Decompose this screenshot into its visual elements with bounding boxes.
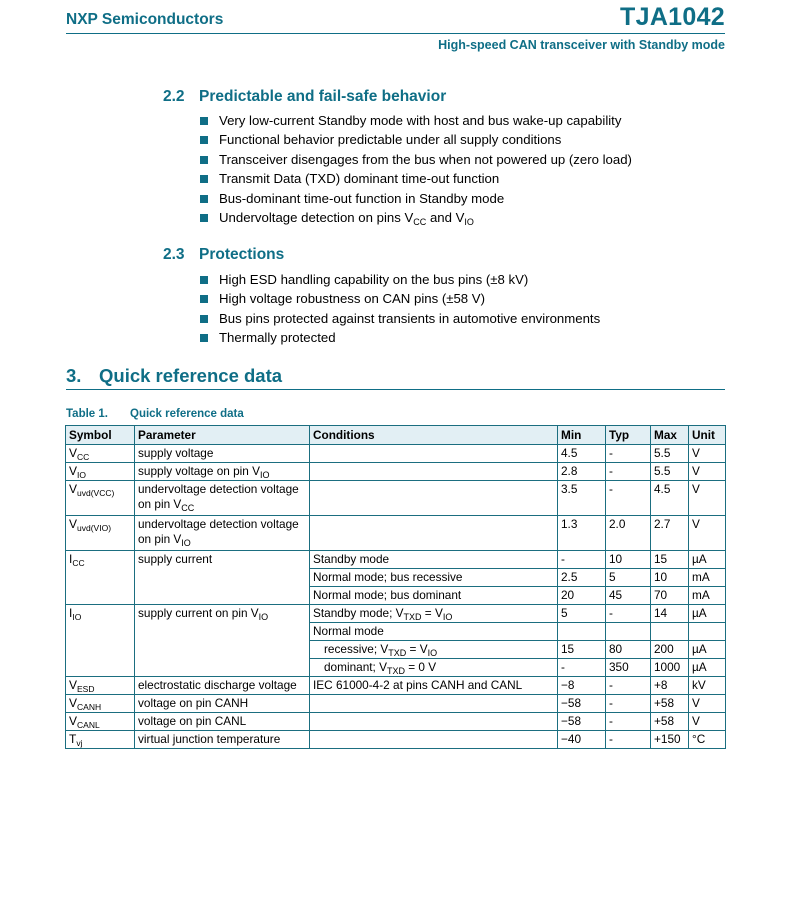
typ-cell: 350: [606, 659, 651, 677]
symbol-cell: $I_{IO}$: [66, 605, 135, 677]
min-cell: -: [558, 551, 606, 569]
typ-cell: -: [606, 677, 651, 695]
unit-cell: V: [689, 713, 726, 731]
symbol-cell: $I_{CC}$: [66, 551, 135, 605]
max-cell: 70: [651, 587, 689, 605]
column-header-symbol: Symbol: [66, 426, 135, 445]
parameter-cell: supply voltage on pin $V_{IO}$: [135, 463, 310, 481]
section-number: 2.3: [163, 246, 185, 263]
typ-cell: -: [606, 463, 651, 481]
table-row: [66, 551, 726, 569]
conditions-cell: [310, 481, 558, 516]
parameter-cell: voltage on pin CANH: [135, 695, 310, 713]
min-cell: 5: [558, 605, 606, 623]
section-title: Predictable and fail-safe behavior: [199, 88, 447, 105]
table-row: [66, 481, 726, 516]
min-cell: −58: [558, 695, 606, 713]
unit-cell: kV: [689, 677, 726, 695]
square-bullet-icon: [200, 175, 208, 183]
min-cell: 2.8: [558, 463, 606, 481]
parameter-cell: supply current on pin $V_{IO}$: [135, 605, 310, 677]
max-cell: 14: [651, 605, 689, 623]
min-cell: [558, 623, 606, 641]
square-bullet-icon: [200, 195, 208, 203]
symbol-cell: $V_{ESD}$: [66, 677, 135, 695]
min-cell: -: [558, 659, 606, 677]
min-cell: 1.3: [558, 516, 606, 551]
header-divider: [66, 33, 725, 34]
conditions-cell: recessive; $V_{TXD} = V_{IO}$: [310, 641, 558, 659]
max-cell: +150: [651, 731, 689, 749]
unit-cell: mA: [689, 569, 726, 587]
column-header-conditions: Conditions: [310, 426, 558, 445]
parameter-cell: undervoltage detection voltage on pin $V_{CC}$: [135, 481, 310, 516]
conditions-cell: [310, 695, 558, 713]
section-2-3-bullet-list: [200, 270, 600, 348]
quick-reference-table: [65, 425, 726, 749]
max-cell: 1000: [651, 659, 689, 677]
conditions-cell: dominant; $V_{TXD} = 0$ V: [310, 659, 558, 677]
max-cell: +58: [651, 695, 689, 713]
list-item: Functional behavior predictable under all supply conditions: [200, 130, 632, 149]
max-cell: 15: [651, 551, 689, 569]
symbol-cell: $T_{vj}$: [66, 731, 135, 749]
symbol-cell: $V_{uvd(VCC)}$: [66, 481, 135, 516]
typ-cell: [606, 623, 651, 641]
square-bullet-icon: [200, 117, 208, 125]
conditions-cell: Normal mode; bus recessive: [310, 569, 558, 587]
unit-cell: mA: [689, 587, 726, 605]
square-bullet-icon: [200, 156, 208, 164]
conditions-cell: [310, 516, 558, 551]
typ-cell: 45: [606, 587, 651, 605]
square-bullet-icon: [200, 334, 208, 342]
table-header-row: [66, 426, 726, 445]
max-cell: 2.7: [651, 516, 689, 551]
company-name: NXP Semiconductors: [66, 11, 224, 28]
unit-cell: V: [689, 481, 726, 516]
section-title: Quick reference data: [99, 365, 283, 386]
typ-cell: -: [606, 731, 651, 749]
document-subtitle: High-speed CAN transceiver with Standby mode: [438, 38, 725, 52]
parameter-cell: supply voltage: [135, 445, 310, 463]
section-divider: [66, 389, 725, 390]
conditions-cell: Standby mode: [310, 551, 558, 569]
square-bullet-icon: [200, 214, 208, 222]
conditions-cell: [310, 713, 558, 731]
parameter-cell: undervoltage detection voltage on pin $V_{IO}$: [135, 516, 310, 551]
table-title: Quick reference data: [130, 408, 244, 420]
conditions-cell: Standby mode; $V_{TXD} = V_{IO}$: [310, 605, 558, 623]
table-row: [66, 445, 726, 463]
min-cell: 4.5: [558, 445, 606, 463]
min-cell: 20: [558, 587, 606, 605]
column-header-parameter: Parameter: [135, 426, 310, 445]
table-row: [66, 516, 726, 551]
typ-cell: 80: [606, 641, 651, 659]
conditions-cell: IEC 61000-4-2 at pins CANH and CANL: [310, 677, 558, 695]
list-item: Thermally protected: [200, 328, 600, 347]
list-item: Very low-current Standby mode with host and bus wake-up capability: [200, 111, 632, 130]
typ-cell: -: [606, 713, 651, 731]
unit-cell: °C: [689, 731, 726, 749]
unit-cell: V: [689, 516, 726, 551]
table-row: [66, 463, 726, 481]
column-header-max: Max: [651, 426, 689, 445]
unit-cell: µA: [689, 641, 726, 659]
conditions-cell: [310, 445, 558, 463]
table-number: Table 1.: [66, 408, 108, 420]
min-cell: 15: [558, 641, 606, 659]
square-bullet-icon: [200, 295, 208, 303]
symbol-cell: $V_{uvd(VIO)}$: [66, 516, 135, 551]
column-header-typ: Typ: [606, 426, 651, 445]
typ-cell: 10: [606, 551, 651, 569]
min-cell: −40: [558, 731, 606, 749]
typ-cell: 2.0: [606, 516, 651, 551]
square-bullet-icon: [200, 136, 208, 144]
max-cell: 10: [651, 569, 689, 587]
symbol-cell: $V_{CANH}$: [66, 695, 135, 713]
typ-cell: -: [606, 481, 651, 516]
section-number: 2.2: [163, 88, 185, 105]
square-bullet-icon: [200, 315, 208, 323]
typ-cell: 5: [606, 569, 651, 587]
list-item: High ESD handling capability on the bus pins (±8 kV): [200, 270, 600, 289]
list-item: Undervoltage detection on pins $V_{CC}$ and $V_{IO}$: [200, 208, 632, 227]
parameter-cell: electrostatic discharge voltage: [135, 677, 310, 695]
section-title: Protections: [199, 246, 285, 263]
min-cell: −58: [558, 713, 606, 731]
conditions-cell: [310, 731, 558, 749]
section-2-3-heading: [163, 246, 284, 264]
column-header-unit: Unit: [689, 426, 726, 445]
typ-cell: -: [606, 695, 651, 713]
table-row: [66, 731, 726, 749]
unit-cell: µA: [689, 659, 726, 677]
max-cell: 5.5: [651, 445, 689, 463]
parameter-cell: virtual junction temperature: [135, 731, 310, 749]
max-cell: [651, 623, 689, 641]
max-cell: 200: [651, 641, 689, 659]
parameter-cell: supply current: [135, 551, 310, 605]
unit-cell: µA: [689, 605, 726, 623]
list-item: Transceiver disengages from the bus when not powered up (zero load): [200, 150, 632, 169]
symbol-cell: $V_{IO}$: [66, 463, 135, 481]
list-item: Bus pins protected against transients in automotive environments: [200, 309, 600, 328]
max-cell: +8: [651, 677, 689, 695]
section-3-heading: [66, 365, 282, 387]
unit-cell: V: [689, 695, 726, 713]
list-item: Transmit Data (TXD) dominant time-out function: [200, 169, 632, 188]
min-cell: 3.5: [558, 481, 606, 516]
table-row: [66, 695, 726, 713]
section-number: 3.: [66, 365, 82, 386]
table-caption: [66, 408, 244, 420]
max-cell: 5.5: [651, 463, 689, 481]
max-cell: +58: [651, 713, 689, 731]
symbol-cell: $V_{CC}$: [66, 445, 135, 463]
unit-cell: µA: [689, 551, 726, 569]
min-cell: 2.5: [558, 569, 606, 587]
unit-cell: [689, 623, 726, 641]
symbol-cell: $V_{CANL}$: [66, 713, 135, 731]
conditions-cell: [310, 463, 558, 481]
conditions-cell: Normal mode: [310, 623, 558, 641]
list-item: Bus-dominant time-out function in Standby mode: [200, 189, 632, 208]
unit-cell: V: [689, 445, 726, 463]
table-row: [66, 605, 726, 623]
parameter-cell: voltage on pin CANL: [135, 713, 310, 731]
conditions-cell: Normal mode; bus dominant: [310, 587, 558, 605]
table-row: [66, 677, 726, 695]
square-bullet-icon: [200, 276, 208, 284]
section-2-2-heading: [163, 88, 446, 106]
max-cell: 4.5: [651, 481, 689, 516]
column-header-min: Min: [558, 426, 606, 445]
typ-cell: -: [606, 605, 651, 623]
typ-cell: -: [606, 445, 651, 463]
section-2-2-bullet-list: [200, 111, 632, 227]
unit-cell: V: [689, 463, 726, 481]
list-item: High voltage robustness on CAN pins (±58 V): [200, 289, 600, 308]
table-row: [66, 713, 726, 731]
min-cell: −8: [558, 677, 606, 695]
part-number: TJA1042: [620, 3, 725, 31]
